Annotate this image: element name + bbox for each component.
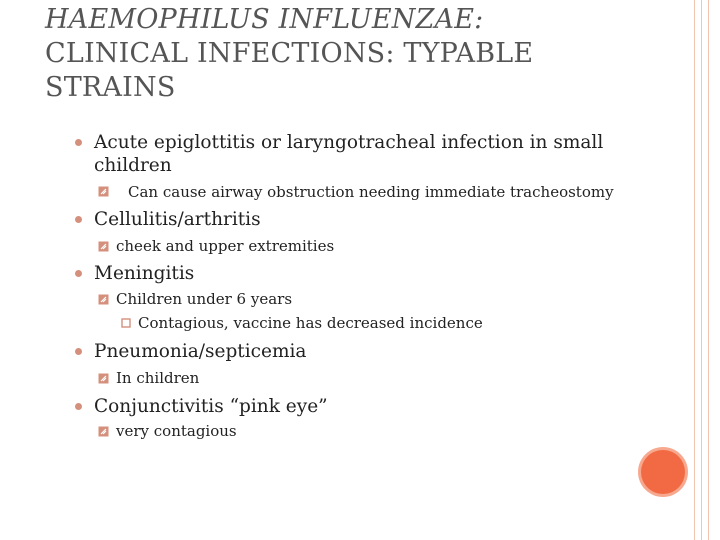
title-line-1: HAEMOPHILUS INFLUENZAE: bbox=[45, 4, 484, 35]
feathered-square-bullet-icon bbox=[98, 426, 109, 437]
frame-line-left bbox=[694, 0, 695, 540]
feathered-square-bullet-icon bbox=[98, 373, 109, 384]
title-line-2: CLINICAL INFECTIONS: TYPABLE bbox=[45, 38, 534, 69]
feathered-square-bullet-icon bbox=[98, 294, 109, 305]
bullet-item: Meningitis bbox=[94, 263, 195, 284]
feathered-square-bullet-icon bbox=[98, 186, 109, 197]
bullet-item: Conjunctivitis “pink eye” bbox=[94, 396, 328, 417]
bullet-item: Cellulitis/arthritis bbox=[94, 209, 261, 230]
sub-sub-bullet-item: Contagious, vaccine has decreased incidence bbox=[138, 314, 483, 332]
filled-circle-bullet-icon bbox=[75, 403, 82, 410]
orange-circle-ornament bbox=[641, 450, 685, 494]
sub-bullet-item: cheek and upper extremities bbox=[116, 237, 335, 255]
filled-circle-bullet-icon bbox=[75, 216, 82, 223]
sub-bullet-item: In children bbox=[116, 369, 200, 387]
feathered-square-bullet-icon bbox=[98, 241, 109, 252]
bullet-item: Acute epiglottitis or laryngotracheal infection in small children bbox=[94, 132, 604, 176]
frame-line-middle bbox=[701, 0, 702, 540]
filled-circle-bullet-icon bbox=[75, 139, 82, 146]
slide-title bbox=[45, 3, 645, 105]
sub-bullet-item: very contagious bbox=[116, 422, 237, 440]
bullet-item: Pneumonia/septicemia bbox=[94, 341, 307, 362]
hollow-square-bullet-icon bbox=[121, 318, 131, 328]
title-line-3: STRAINS bbox=[45, 72, 176, 103]
filled-circle-bullet-icon bbox=[75, 270, 82, 277]
frame-line-right bbox=[708, 0, 709, 540]
sub-bullet-item: Children under 6 years bbox=[116, 290, 293, 308]
filled-circle-bullet-icon bbox=[75, 348, 82, 355]
sub-bullet-item: Can cause airway obstruction needing immediate tracheostomy bbox=[128, 183, 614, 201]
